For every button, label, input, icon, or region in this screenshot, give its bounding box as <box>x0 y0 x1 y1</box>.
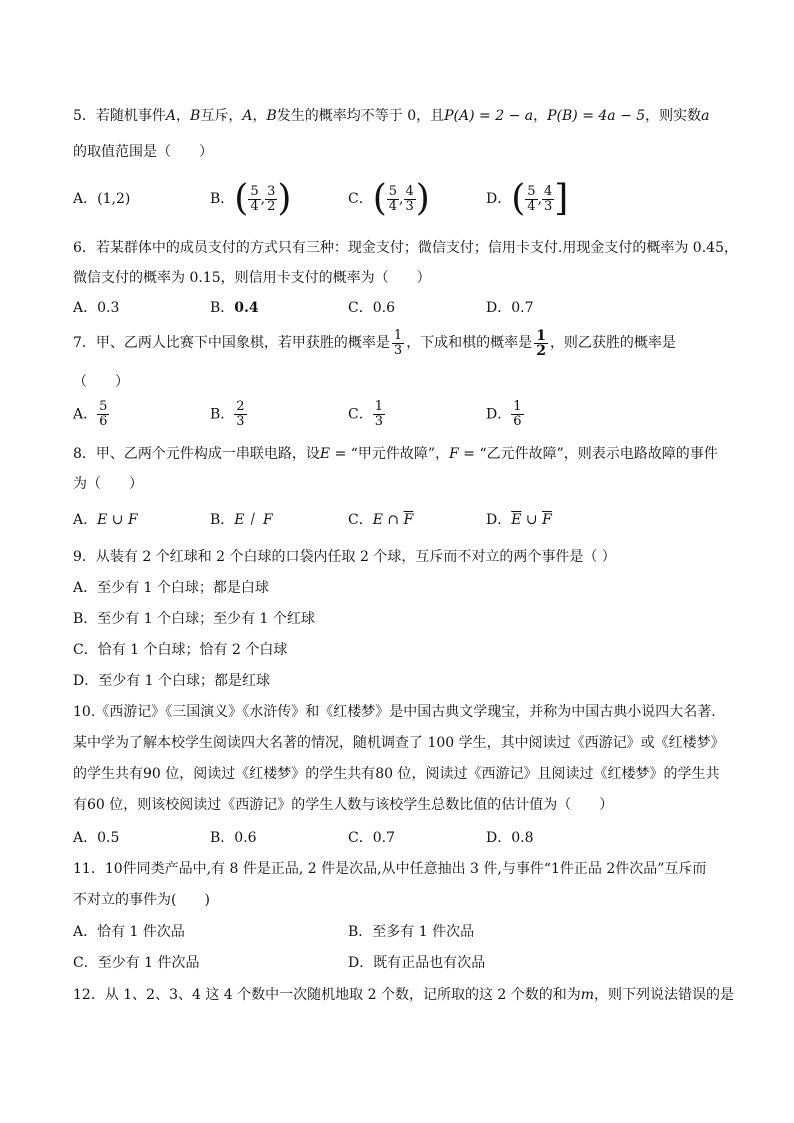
q11-stem-line2: 不对立的事件为( ) <box>73 892 210 908</box>
q6-stem-line1: 6．若某群体中的成员支付的方式只有三种：现金支付；微信支付；信用卡支付.用现金支付的概率为 0.45， <box>73 240 738 256</box>
q11-option-a[interactable]: A．恰有 1 件次品 <box>73 924 185 940</box>
q10-option-b[interactable]: B．0.6 <box>210 830 257 846</box>
q5-option-a[interactable]: A．(1,2) <box>73 191 131 207</box>
q9-option-d[interactable]: D．至少有 1 个白球；都是红球 <box>73 673 271 689</box>
q10-option-a[interactable]: A．0.5 <box>73 830 120 846</box>
q5-option-c[interactable]: C．( $\frac{5}{4}$ , $\frac{4}{3}$ ) <box>348 178 430 219</box>
q7-stem-line2: （ ） <box>73 374 129 390</box>
q6-option-d[interactable]: D．0.7 <box>486 300 534 316</box>
q10-option-c[interactable]: C．0.7 <box>348 830 395 846</box>
q6-option-a[interactable]: A．0.3 <box>73 300 120 316</box>
q5-option-b[interactable]: B．( $\frac{5}{4}$ , $\frac{3}{2}$ ) <box>210 178 292 219</box>
q11-option-d[interactable]: D．既有正品也有次品 <box>348 955 486 971</box>
q6-stem-line2: 微信支付的概率为 0.15，则信用卡支付的概率为（ ） <box>73 270 431 286</box>
q11-option-c[interactable]: C．至少有 1 件次品 <box>73 955 200 971</box>
q12-stem: 12．从 1、2、3、4 这 4 个数中一次随机地取 2 个数，记所取的这 2 个数的和为m，则下列说法错误的是 <box>73 987 735 1003</box>
q6-option-b[interactable]: B．0.4 <box>210 300 259 316</box>
q8-option-a[interactable]: A．E ∪ F <box>73 512 138 528</box>
q11-option-b[interactable]: B．至多有 1 件次品 <box>348 924 475 940</box>
q7-option-a[interactable]: A． $\frac{5}{6}$ <box>73 399 108 429</box>
q10-stem-line2: 某中学为了解本校学生阅读四大名著的情况，随机调查了 100 学生，其中阅读过《西游记》或《红楼梦》 <box>73 735 725 751</box>
q9-option-c[interactable]: C．恰有 1 个白球；恰有 2 个白球 <box>73 642 288 658</box>
q10-stem-line3: 的学生共有90 位，阅读过《红楼梦》的学生共有80 位，阅读过《西游记》且阅读过《红楼梦》的学生共 <box>73 766 720 782</box>
q8-stem-line1: 8．甲、乙两个元件构成一串联电路，设E = “甲元件故障”，F = “乙元件故障”，则表示电路故障的事件 <box>73 446 718 462</box>
q7-stem-line1: 7．甲、乙两人比赛下中国象棋，若甲获胜的概率是 $\frac{1}{3}$ ，下成和棋的概率是 $\frac{1}{2}$ ，则乙获胜的概率是 <box>73 327 676 359</box>
q9-option-b[interactable]: B．至少有 1 个白球；至少有 1 个红球 <box>73 611 315 627</box>
q8-option-b[interactable]: B．E丨 F <box>210 512 273 528</box>
q8-option-c[interactable]: C．E ∩ $\overline{F}$ <box>348 512 414 528</box>
q7-option-c[interactable]: C． $\frac{1}{3}$ <box>348 399 383 429</box>
q10-stem-line1: 10.《西游记》《三国演义》《水浒传》和《红楼梦》是中国古典文学瑰宝，并称为中国古典小说四大名著. <box>73 704 716 720</box>
q5-option-d[interactable]: D．( $\frac{5}{4}$ , $\frac{4}{3}$ ] <box>486 178 569 219</box>
q10-stem-line4: 有60 位，则该校阅读过《西游记》的学生人数与该校学生总数比值的估计值为（ ） <box>73 797 614 813</box>
q7-option-d[interactable]: D． $\frac{1}{6}$ <box>486 399 522 429</box>
q7-option-b[interactable]: B． $\frac{2}{3}$ <box>210 399 245 429</box>
q11-stem-line1: 11．10件同类产品中,有 8 件是正品, 2 件是次品,从中任意抽出 3 件,与事件“1件正品 2件次品”互斥而 <box>73 861 707 877</box>
q5-stem-line2: 的取值范围是（ ） <box>73 144 213 160</box>
q10-option-d[interactable]: D．0.8 <box>486 830 534 846</box>
q8-option-d[interactable]: D．$\overline{E}$ ∪ $\overline{F}$ <box>486 512 552 528</box>
q9-stem: 9．从装有 2 个红球和 2 个白球的口袋内任取 2 个球，互斥而不对立的两个事件是（ ） <box>73 549 616 565</box>
q6-option-c[interactable]: C．0.6 <box>348 300 395 316</box>
q9-option-a[interactable]: A．至少有 1 个白球；都是白球 <box>73 580 269 596</box>
q8-stem-line2: 为（ ） <box>73 476 143 492</box>
q5-stem-line1: 5．若随机事件A，B互斥，A，B发生的概率均不等于 0，且P(A) = 2 − a，P(B) = 4a − 5，则实数a <box>73 108 710 124</box>
